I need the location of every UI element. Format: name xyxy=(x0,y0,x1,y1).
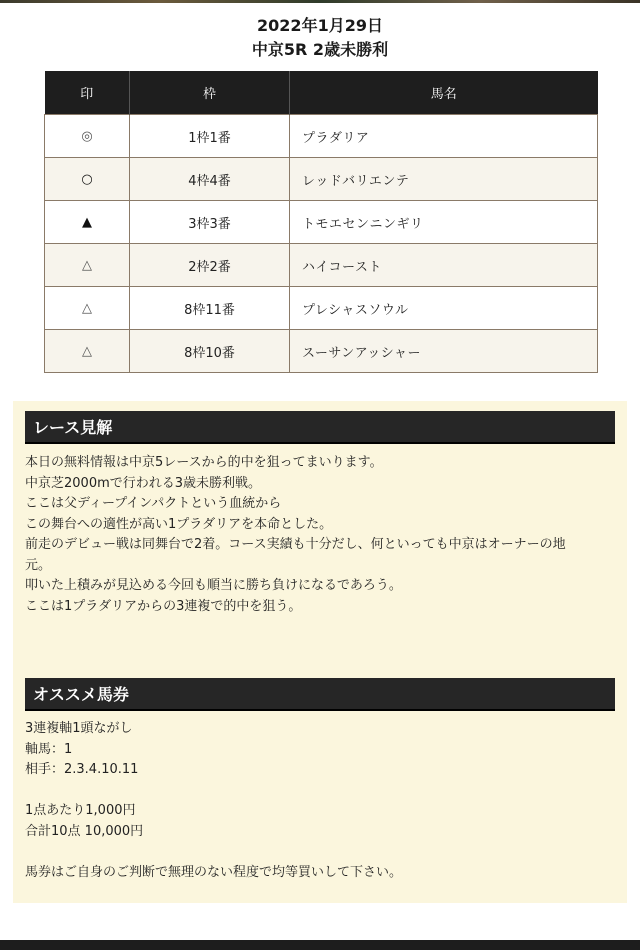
analysis-line: 前走のデビュー戦は同舞台で2着。コース実績も十分だし、何といっても中京はオーナーの地 xyxy=(25,537,566,552)
analysis-heading-text: レース見解 xyxy=(33,418,113,437)
heading-divider xyxy=(25,442,615,444)
horse-name-cell: トモエセンニンギリ xyxy=(290,201,598,244)
table-row xyxy=(45,244,598,287)
table-header-row xyxy=(45,71,598,115)
analysis-line: 本日の無料情報は中京5レースから的中を狙ってまいります。 xyxy=(25,455,383,470)
recommend-heading xyxy=(25,678,615,711)
recommend-heading-text: オススメ馬券 xyxy=(33,685,129,704)
table-row xyxy=(45,330,598,373)
column-header-slot: 枠 xyxy=(130,71,290,115)
analysis-line: 中京芝2000mで行われる3歳未勝利戦。 xyxy=(25,475,262,491)
mark-cell: △ xyxy=(45,330,130,373)
column-header-mark: 印 xyxy=(45,71,130,115)
column-header-horse-name: 馬名 xyxy=(290,71,598,115)
slot-cell: 8枠10番 xyxy=(130,330,290,373)
horse-name-cell: プレシャスソウル xyxy=(290,287,598,330)
table-row xyxy=(45,201,598,244)
horse-name-cell: ハイコースト xyxy=(290,244,598,287)
per-point-amount: 1点あたり1,000円 xyxy=(25,803,136,818)
slot-cell: 4枠4番 xyxy=(130,158,290,201)
analysis-line: ここは1プラダリアからの3連複で的中を狙う。 xyxy=(25,598,302,614)
mark-cell: ○ xyxy=(45,158,130,201)
analysis-line: この舞台への適性が高い1プラダリアを本命とした。 xyxy=(25,516,333,532)
race-header xyxy=(0,14,640,62)
heading-divider xyxy=(25,709,615,711)
mark-cell: △ xyxy=(45,287,130,330)
horse-name-cell: プラダリア xyxy=(290,115,598,158)
table-row xyxy=(45,158,598,201)
analysis-line: ここは父ディープインパクトという血統から xyxy=(25,496,282,511)
partner-horses: 相手：2.3.4.10.11 xyxy=(25,762,139,777)
analysis-text xyxy=(25,453,617,617)
bet-type: 3連複軸1頭ながし xyxy=(25,721,133,736)
table-row xyxy=(45,287,598,330)
horse-name-cell: スーサンアッシャー xyxy=(290,330,598,373)
axis-horse: 軸馬：1 xyxy=(25,741,73,757)
info-panel xyxy=(13,401,627,903)
disclaimer-note: 馬券はご自身のご判断で無理のない程度で均等買いして下さい。 xyxy=(25,864,403,880)
bottom-bar xyxy=(0,940,640,950)
race-date: 2022年1月29日 xyxy=(257,16,383,35)
prediction-table xyxy=(44,71,598,373)
slot-cell: 2枠2番 xyxy=(130,244,290,287)
analysis-line: 元。 xyxy=(25,557,52,573)
slot-cell: 3枠3番 xyxy=(130,201,290,244)
spacer xyxy=(25,781,617,802)
mark-cell: △ xyxy=(45,244,130,287)
horse-name-cell: レッドバリエンテ xyxy=(290,158,598,201)
race-title: 中京5R 2歳未勝利 xyxy=(251,40,389,59)
mark-cell: ▲ xyxy=(45,201,130,244)
slot-cell: 8枠11番 xyxy=(130,287,290,330)
top-decorative-strip xyxy=(0,0,640,3)
total-amount: 合計10点 10,000円 xyxy=(25,823,144,839)
slot-cell: 1枠1番 xyxy=(130,115,290,158)
recommend-text xyxy=(25,719,617,883)
table-row xyxy=(45,115,598,158)
mark-cell: ◎ xyxy=(45,115,130,158)
analysis-heading xyxy=(25,411,615,444)
spacer xyxy=(25,842,617,863)
analysis-line: 叩いた上積みが見込める今回も順当に勝ち負けになるであろう。 xyxy=(25,578,402,593)
